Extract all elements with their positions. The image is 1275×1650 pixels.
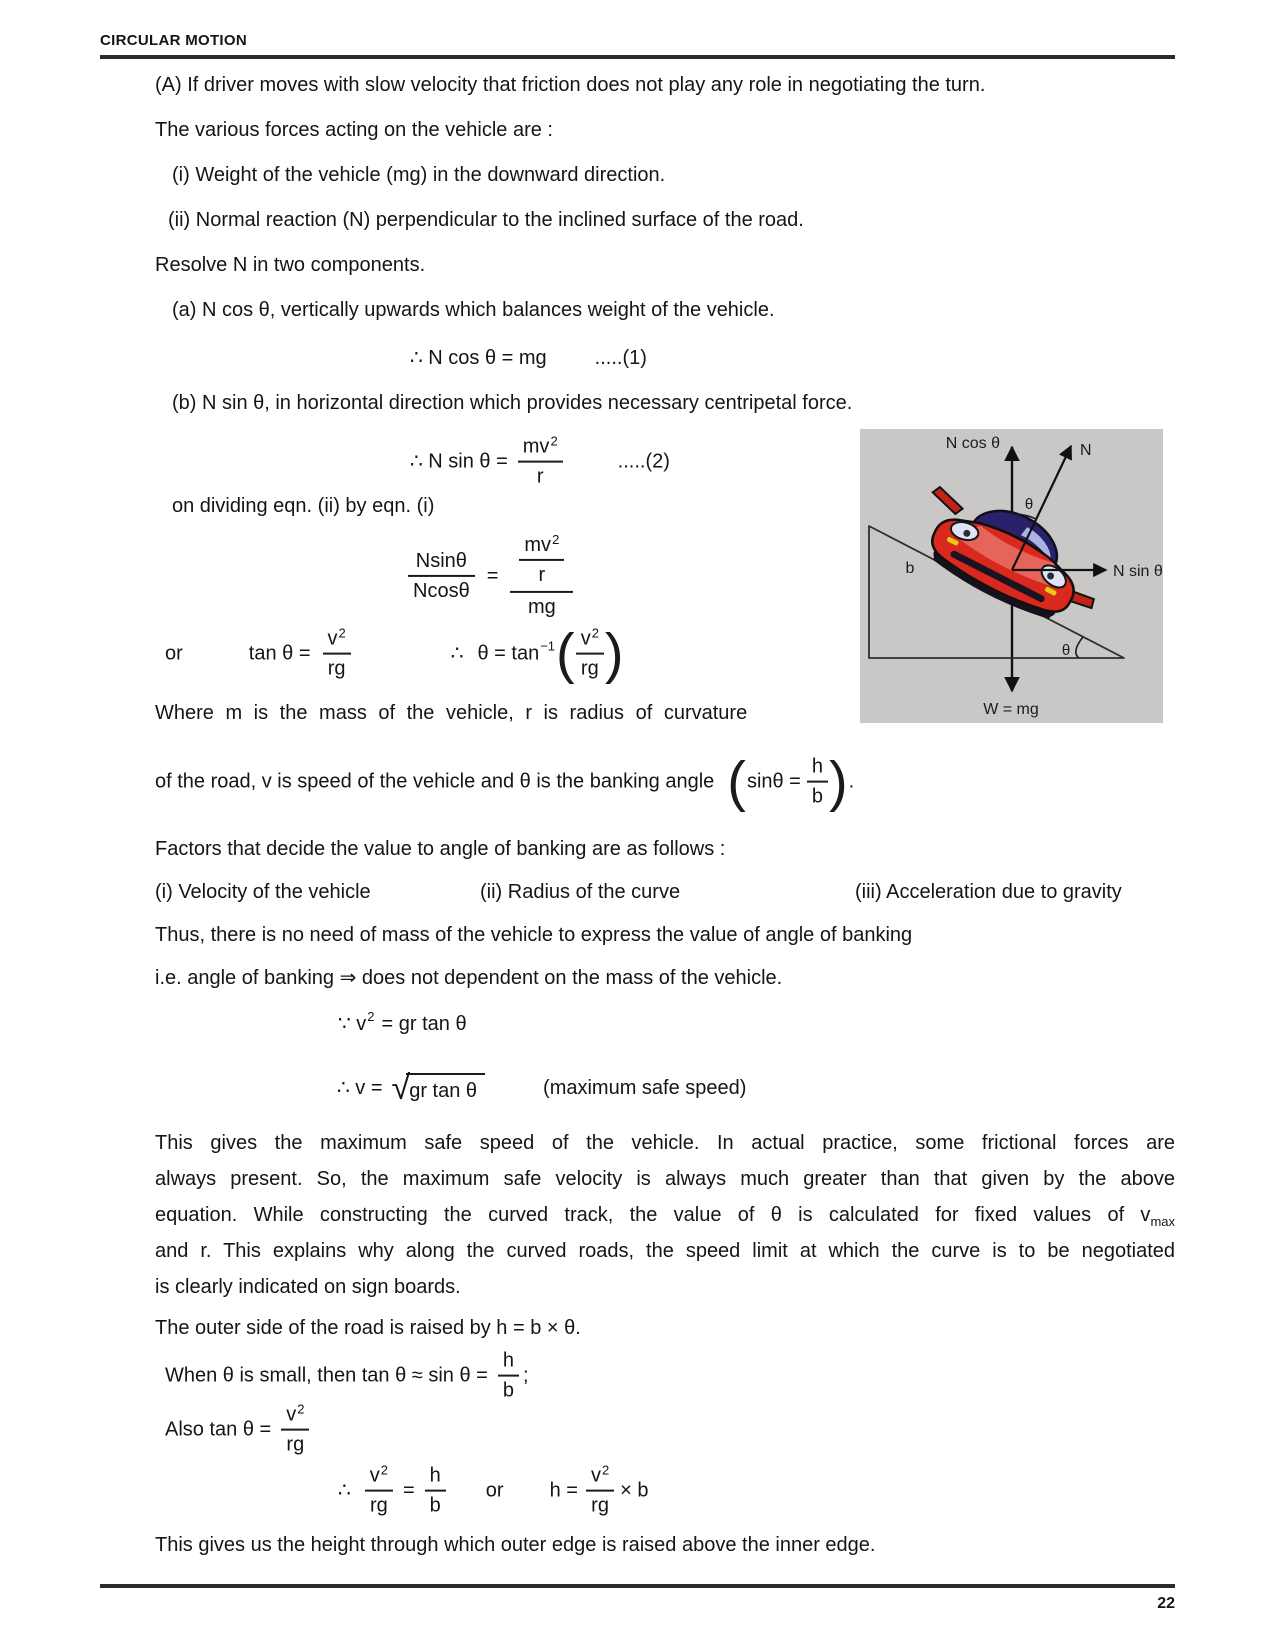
eq4-fraction: $\frac{v^2}{rg}$ xyxy=(323,628,351,681)
para-maxspeed-line2: always present. So, the maximum safe velocity is always much greater than that given by the above xyxy=(155,1168,1175,1190)
eq9-fraction-2: $\frac{h}{b}$ xyxy=(425,1465,446,1518)
eq3-right-fraction: $\frac{\frac{mv^2}{r}}{mg}$ xyxy=(510,534,573,618)
eq5-sup: 2 xyxy=(367,1009,375,1024)
aside-sin: sinθ = xyxy=(746,771,801,793)
eq4-lead: tan θ = xyxy=(248,643,311,665)
para-ie-banking: i.e. angle of banking ⇒ does not dependent on the mass of the vehicle. xyxy=(155,967,783,989)
eq9-fraction-1: $\frac{v^2}{rg}$ xyxy=(365,1465,393,1518)
eq2-tag: .....(2) xyxy=(617,451,670,473)
para-thus: Thus, there is no need of mass of the vehicle to express the value of angle of banking xyxy=(155,924,913,946)
aside-period: . xyxy=(848,771,855,793)
equation-7 xyxy=(165,1350,529,1403)
page-number: 22 xyxy=(1157,1595,1175,1612)
eq9-lead: h = xyxy=(549,1480,578,1502)
eq6-note: (maximum safe speed) xyxy=(543,1077,747,1099)
eq3-inner-fraction: $\frac{mv^2}{r}$ xyxy=(519,534,564,587)
para-factors: Factors that decide the value to angle of banking are as follows : xyxy=(155,838,726,860)
eq4-mid: θ = tan xyxy=(477,643,540,665)
eq1-tag: .....(1) xyxy=(594,347,647,369)
eq9-equals: = xyxy=(402,1480,415,1502)
para-banking-angle xyxy=(155,749,855,813)
equation-8 xyxy=(165,1401,309,1457)
eq5-rest: = gr tan θ xyxy=(381,1013,467,1035)
para-normal: (ii) Normal reaction (N) perpendicular to the inclined surface of the road. xyxy=(168,209,804,231)
para-resolve: Resolve N in two components. xyxy=(155,254,426,276)
eq9-or: or xyxy=(485,1480,504,1502)
eq8-lead: Also tan θ = xyxy=(165,1419,272,1441)
eq4-open-paren: ( xyxy=(556,621,575,685)
page-title: CIRCULAR MOTION xyxy=(100,32,247,49)
eq9-times-b: × b xyxy=(620,1480,649,1502)
para-outer-side: The outer side of the road is raised by h = b × θ. xyxy=(155,1317,581,1339)
equation-1 xyxy=(410,345,647,371)
para-maxspeed-line5: is clearly indicated on sign boards. xyxy=(155,1276,461,1298)
eq4-inverse-sup: −1 xyxy=(540,639,556,654)
radical-sign: √ xyxy=(391,1069,411,1107)
para-where-mass: Where m is the mass of the vehicle, r is radius of curvature xyxy=(155,702,748,724)
eq3-left-fraction: $\frac{Nsin\theta}{Ncos\theta}$ xyxy=(408,550,475,603)
equation-5 xyxy=(338,1011,467,1037)
eq9-therefore: ∴ xyxy=(338,1480,351,1502)
para-maxspeed-line1: This gives the maximum safe speed of the vehicle. In actual practice, some frictional forces are xyxy=(155,1132,1175,1154)
base-b-label: b xyxy=(905,560,915,577)
theta-top-label: θ xyxy=(1024,496,1034,513)
banked-road-diagram xyxy=(860,429,1163,723)
eq1-body: ∴ N cos θ = mg xyxy=(410,347,547,369)
footer-rule xyxy=(100,1584,1175,1588)
eq8-fraction: $\frac{v^2}{rg}$ xyxy=(281,1404,309,1457)
eq7-fraction: $\frac{h}{b}$ xyxy=(498,1350,519,1403)
weight-label: W = mg xyxy=(983,701,1039,718)
aside-close-paren: ) xyxy=(829,749,848,813)
para-ncos: (a) N cos θ, vertically upwards which balances weight of the vehicle. xyxy=(172,299,775,321)
eq7-lead: When θ is small, then tan θ ≈ sin θ = xyxy=(165,1365,488,1387)
para-height-conclusion: This gives us the height through which outer edge is raised above the inner edge. xyxy=(155,1534,876,1556)
eq7-semicolon: ; xyxy=(522,1365,529,1387)
equation-2 xyxy=(410,433,670,489)
aside-open-paren: ( xyxy=(727,749,746,813)
para-maxspeed-line4: and r. This explains why along the curved roads, the speed limit at which the curve is to be negotiated xyxy=(155,1240,1175,1262)
para-forces: The various forces acting on the vehicle are : xyxy=(155,119,553,141)
para-nsin: (b) N sin θ, in horizontal direction which provides necessary centripetal force. xyxy=(172,392,853,414)
equation-6 xyxy=(337,1071,746,1105)
eq5-because: ∵ v xyxy=(338,1013,367,1035)
aside-lead: of the road, v is speed of the vehicle and θ is the banking angle xyxy=(155,771,715,793)
eq4-therefore: ∴ xyxy=(450,643,464,665)
para-dividing: on dividing eqn. (ii) by eqn. (i) xyxy=(172,495,435,517)
eq2-lead: ∴ N sin θ = xyxy=(410,451,508,473)
para-intro-a: (A) If driver moves with slow velocity that friction does not play any role in negotiating the turn. xyxy=(155,74,986,96)
aside-fraction: $\frac{h}{b}$ xyxy=(807,756,828,809)
para-weight: (i) Weight of the vehicle (mg) in the downward direction. xyxy=(172,164,666,186)
vmax-subscript: max xyxy=(1150,1214,1175,1229)
ncos-label: N cos θ xyxy=(945,435,1000,452)
nsin-label: N sin θ xyxy=(1113,563,1163,580)
equation-9 xyxy=(338,1462,649,1518)
eq6-lead: ∴ v = xyxy=(337,1077,383,1099)
factor-velocity: (i) Velocity of the vehicle xyxy=(155,881,371,903)
eq4-paren-fraction: $\frac{v^2}{rg}$ xyxy=(576,628,604,681)
factor-radius: (ii) Radius of the curve xyxy=(480,881,681,903)
eq2-fraction: $\frac{mv^2}{r}$ xyxy=(518,436,563,489)
header-rule xyxy=(100,55,1175,59)
eq4-or: or xyxy=(165,643,183,665)
eq9-fraction-3: $\frac{v^2}{rg}$ xyxy=(586,1465,614,1518)
para-maxspeed-line3: equation. While constructing the curved track, the value of θ is calculated for fixed values of $v_{max}$ xyxy=(155,1204,1175,1229)
theta-bottom-label: θ xyxy=(1061,642,1071,659)
normal-label: N xyxy=(1080,442,1092,459)
eq6-radicand: gr tan θ xyxy=(406,1073,485,1104)
equation-4 xyxy=(165,621,625,685)
factor-gravity: (iii) Acceleration due to gravity xyxy=(855,881,1122,903)
equation-3 xyxy=(408,531,573,618)
eq3-equals: = xyxy=(486,564,499,587)
eq4-close-paren: ) xyxy=(604,621,624,685)
